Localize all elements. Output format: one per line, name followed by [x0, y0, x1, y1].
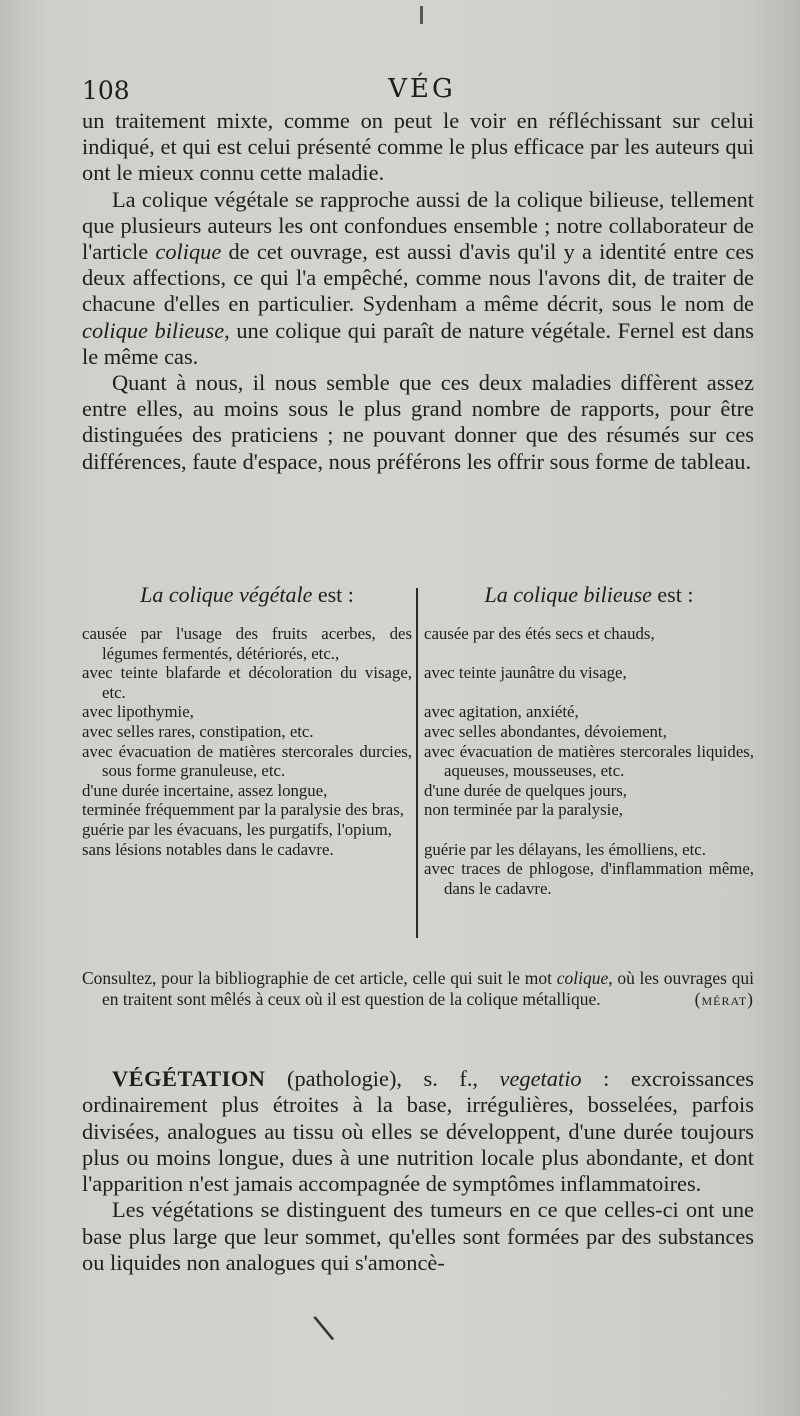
list-item: avec teinte jaunâtre du visage, [424, 663, 627, 683]
column-heading-vegetale: La colique végétale est : [140, 582, 354, 607]
paragraph-colique-bilieuse: La colique végétale se rapproche aussi de la colique bilieuse, tellement que plusieurs auteurs les ont confondues ensemble ; notre collaborateur de l'article colique de cet ouvrage, est aussi d'avis qu'il y a identité entre ces deux affections, ce qui l'a empêché, comme nous l'avons dit, de traiter de chacune d'elles en particulier. Sydenham a même décrit, sous le nom de colique bilieuse, une colique qui paraît de nature végétale. Fernel est dans le même cas. [82, 186, 754, 369]
column-divider [416, 588, 418, 938]
bibliography-note: Consultez, pour la bibliographie de cet article, celle qui suit le mot colique, où les ouvrages qui en traitent sont mêlés à ceux où il est question de la colique métallique. (mérat) [82, 968, 754, 1009]
list-item: avec teinte blafarde et décoloration du visage, etc. [82, 663, 412, 702]
list-item: avec lipothymie, [82, 702, 194, 722]
page-header [82, 72, 762, 106]
list-item: d'une durée de quelques jours, [424, 780, 627, 800]
column-heading-bilieuse: La colique bilieuse est : [484, 582, 694, 607]
article-paragraph-2: Les végétations se distinguent des tumeurs en ce que celles-ci ont une base plus large que leur sommet, qu'elles sont formées par des substances ou liquides non analogues qui s'amoncè- [82, 1197, 754, 1276]
list-item: avec traces de phlogose, d'inflammation même, dans le cadavre. [424, 859, 754, 898]
ink-speck [420, 6, 423, 24]
list-item: non terminée par la paralysie, [424, 800, 623, 820]
list-item: d'une durée incertaine, assez longue, [82, 780, 328, 800]
list-item: avec agitation, anxiété, [424, 702, 579, 722]
comparison-table [82, 580, 754, 940]
author-signature: (mérat) [694, 989, 754, 1009]
list-item: avec selles abondantes, dévoiement, [424, 721, 667, 741]
ink-mark: \ [310, 1307, 337, 1349]
list-item: avec selles rares, constipation, etc. [82, 721, 314, 741]
list-item: guérie par les évacuans, les purgatifs, l'opium, [82, 819, 392, 839]
headword: VÉGÉTATION [112, 1066, 266, 1091]
running-head: VÉG [388, 74, 456, 104]
list-item: guérie par les délayans, les émolliens, etc. [424, 839, 706, 859]
column-colique-vegetale [82, 580, 412, 859]
list-item: terminée fréquemment par la paralysie des bras, [82, 800, 404, 820]
article-definition: VÉGÉTATION (pathologie), s. f., vegetatio : excroissances ordinairement plus étroites à la base, irrégulières, bosselées, parfois divisées, analogues au tissu où elles se développent, d'une durée toujours plus ou moins longue, dues à une nutrition locale plus abondante, et dont l'apparition n'est jamais accompagnée de symptômes inflammatoires. [82, 1066, 754, 1197]
paragraph-quant-a-nous: Quant à nous, il nous semble que ces deux maladies diffèrent assez entre elles, au moins sous le plus grand nombre de rapports, pour être distinguées des praticiens ; ne pouvant donner que des résumés sur ces différences, faute d'espace, nous préférons les offrir sous forme de tableau. [82, 370, 754, 474]
list-item: causée par l'usage des fruits acerbes, des légumes fermentés, détériorés, etc., [82, 624, 412, 663]
list-vegetale [82, 624, 412, 859]
article-vegetation [82, 1066, 754, 1276]
column-colique-bilieuse [424, 580, 754, 898]
body-text [82, 108, 754, 475]
list-item: avec évacuation de matières stercorales liquides, aqueuses, mousseuses, etc. [424, 741, 754, 781]
list-bilieuse [424, 624, 754, 898]
paragraph-continuation: un traitement mixte, comme on peut le voir en réfléchissant sur celui indiqué, et qui est celui présenté comme le plus efficace par les auteurs qui ont le mieux connu cette maladie. [82, 108, 754, 186]
list-item: avec évacuation de matières stercorales durcies, sous forme granuleuse, etc. [82, 741, 412, 781]
list-item: causée par des étés secs et chauds, [424, 624, 655, 643]
list-item: sans lésions notables dans le cadavre. [82, 839, 334, 859]
page-number: 108 [82, 76, 130, 105]
